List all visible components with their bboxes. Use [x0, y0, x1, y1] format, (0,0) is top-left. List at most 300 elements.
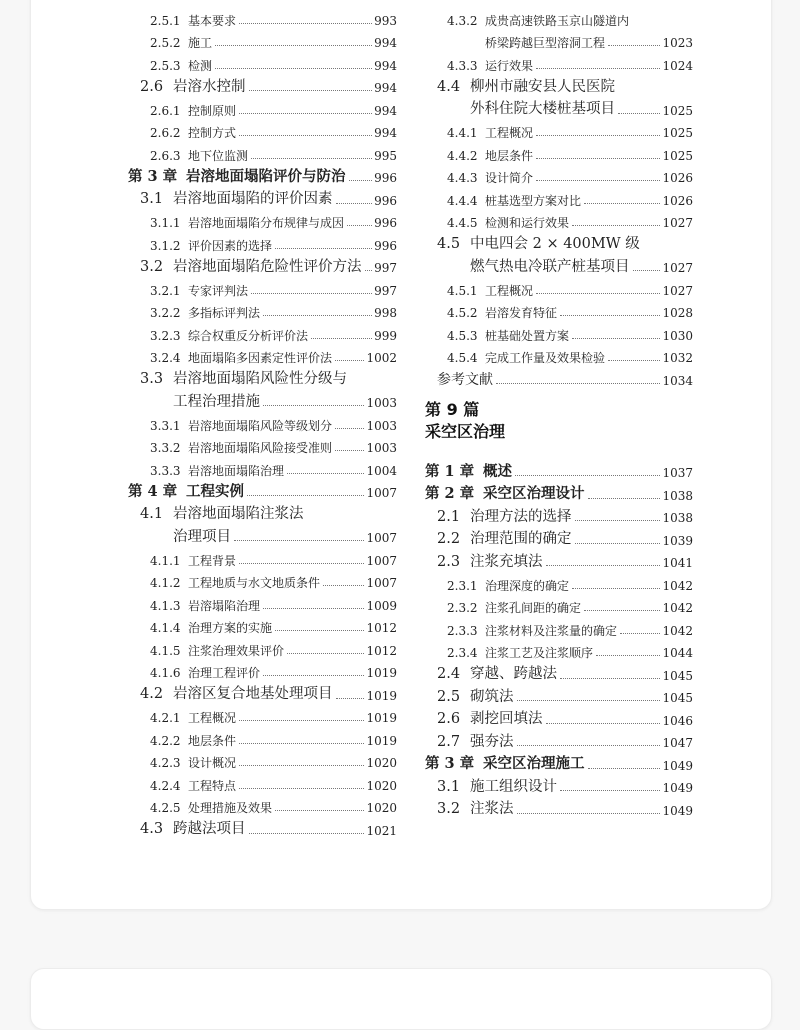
- toc-entry-page: 1003: [366, 418, 397, 433]
- toc-entry-number: 4.2.2: [150, 733, 181, 748]
- toc-entry-page: 1007: [366, 576, 397, 590]
- dot-leader: [572, 225, 660, 226]
- toc-entry-page: 1027: [662, 261, 693, 275]
- toc-entry-page: 1019: [366, 711, 397, 725]
- toc-entry[interactable]: [425, 207, 693, 230]
- dot-leader: [287, 653, 364, 654]
- dot-leader: [588, 768, 661, 769]
- toc-entry-page: 1009: [366, 598, 397, 613]
- toc-entry[interactable]: [425, 614, 693, 637]
- dot-leader: [215, 45, 372, 46]
- dot-leader: [263, 608, 364, 609]
- toc-entry-title: 岩溶地面塌陷注浆法: [173, 506, 304, 522]
- toc-left-column: [128, 4, 397, 837]
- dot-leader: [618, 113, 660, 114]
- toc-entry-page: 994: [374, 81, 397, 95]
- toc-entry-number: 3.1: [140, 191, 164, 207]
- toc-entry-title: 岩溶区复合地基处理项目: [173, 686, 333, 702]
- toc-entry[interactable]: [128, 409, 397, 432]
- toc-entry-title: 岩溶地面塌陷治理: [188, 463, 285, 478]
- toc-entry-page: 997: [374, 283, 397, 298]
- dot-leader: [251, 293, 372, 294]
- dot-leader: [575, 543, 661, 544]
- dot-leader: [287, 473, 364, 474]
- toc-entry-page: 1030: [662, 328, 693, 343]
- dot-leader: [247, 495, 364, 496]
- toc-entry-number: 4.1: [140, 506, 164, 522]
- dot-leader: [323, 585, 364, 586]
- dot-leader: [572, 588, 660, 589]
- toc-entry-page: 1049: [662, 803, 693, 818]
- toc-entry[interactable]: [425, 342, 693, 365]
- toc-entry-title: 桥梁跨越巨型溶洞工程: [485, 36, 606, 50]
- dot-leader: [608, 45, 660, 46]
- toc-entry[interactable]: [128, 27, 397, 50]
- toc-entry[interactable]: [128, 432, 397, 455]
- toc-entry-number: 4.4.5: [447, 216, 478, 230]
- toc-entry-number: 4.2.1: [150, 711, 181, 725]
- dot-leader: [620, 633, 660, 634]
- toc-entry-page: 996: [374, 238, 397, 253]
- toc-entry-page: 1019: [366, 666, 397, 680]
- dot-leader: [275, 630, 364, 631]
- dot-leader: [536, 293, 660, 294]
- toc-entry-title: 成贵高速铁路玉京山隧道内: [485, 13, 630, 28]
- toc-entry[interactable]: [128, 522, 397, 545]
- toc-entry[interactable]: [425, 682, 693, 705]
- toc-right-bottom: [425, 457, 693, 817]
- toc-entry[interactable]: [128, 117, 397, 140]
- toc-entry-number: 3.3: [140, 371, 164, 387]
- toc-entry[interactable]: [128, 94, 397, 117]
- toc-entry[interactable]: [128, 679, 397, 702]
- toc-entry-title: 剥挖回填法: [470, 711, 543, 727]
- toc-entry-number: 2.5.1: [150, 13, 181, 28]
- dot-leader: [633, 270, 661, 271]
- toc-entry-page: 1023: [662, 36, 693, 50]
- toc-entry-page: 1003: [366, 441, 397, 455]
- toc-entry[interactable]: [425, 659, 693, 682]
- toc-entry-title: 地层条件: [485, 148, 534, 163]
- toc-entry-title: 治理方案的实施: [188, 621, 273, 635]
- dot-leader: [608, 360, 660, 361]
- toc-entry[interactable]: [128, 342, 397, 365]
- toc-entry-page: 1002: [366, 351, 397, 365]
- dot-leader: [572, 338, 660, 339]
- toc-entry[interactable]: [425, 229, 693, 252]
- toc-entry[interactable]: [425, 49, 693, 72]
- toc-entry-page: 1007: [366, 486, 397, 500]
- toc-entry-title: 综合权重反分析评价法: [188, 328, 309, 343]
- toc-entry[interactable]: [425, 184, 693, 207]
- toc-entry-page: 1024: [662, 58, 693, 73]
- toc-entry-title: 燃气热电冷联产桩基项目: [470, 258, 630, 275]
- dot-leader: [335, 360, 364, 361]
- toc-entry-page: 999: [374, 328, 397, 343]
- dot-leader: [536, 68, 660, 69]
- toc-entry-page: 1020: [366, 801, 397, 815]
- toc-entry[interactable]: [128, 252, 397, 275]
- toc-entry-number: 2.3.1: [447, 578, 478, 593]
- toc-entry-number: 2.4: [437, 666, 461, 682]
- toc-entry-number: 3.2.2: [150, 306, 181, 320]
- toc-entry-title: 控制原则: [188, 103, 237, 118]
- dot-leader: [560, 790, 660, 791]
- toc-entry[interactable]: [425, 364, 693, 387]
- toc-entry-title: 采空区治理施工: [483, 755, 585, 772]
- toc-entry[interactable]: [425, 524, 693, 547]
- toc-entry-number: 4.4.2: [447, 148, 478, 163]
- toc-entry[interactable]: [128, 769, 397, 792]
- dot-leader: [560, 678, 660, 679]
- next-page-card: [30, 968, 772, 1030]
- toc-entry-page: 1046: [662, 713, 693, 728]
- toc-entry-number: 4.2.5: [150, 801, 181, 815]
- toc-entry[interactable]: [128, 702, 397, 725]
- toc-entry-page: 1047: [662, 736, 693, 750]
- toc-entry[interactable]: [128, 634, 397, 657]
- toc-entry[interactable]: [425, 569, 693, 592]
- toc-entry-number: 第 3 章: [425, 755, 475, 772]
- toc-entry-page: 1025: [662, 126, 693, 140]
- toc-entry-title: 检测: [188, 58, 213, 73]
- toc-entry-page: 1025: [662, 148, 693, 163]
- toc-entry-title: 桩基础处置方案: [485, 328, 570, 343]
- toc-entry-page: 1026: [662, 193, 693, 208]
- dot-leader: [517, 745, 661, 746]
- toc-entry-title: 岩溶地面塌陷风险性分级与: [173, 371, 347, 387]
- toc-entry[interactable]: [425, 274, 693, 297]
- dot-leader: [239, 563, 364, 564]
- toc-entry[interactable]: [128, 139, 397, 162]
- toc-entry-page: 996: [374, 216, 397, 230]
- toc-entry-title: 岩溶地面塌陷危险性评价方法: [173, 258, 362, 275]
- toc-entry[interactable]: [128, 657, 397, 680]
- dot-leader: [560, 315, 660, 316]
- toc-entry-title: 岩溶地面塌陷评价与防治: [186, 167, 346, 185]
- toc-entry-page: 1038: [662, 488, 693, 503]
- dot-leader: [517, 700, 661, 701]
- toc-entry-page: 1019: [366, 733, 397, 748]
- toc-entry-title: 工程概况: [188, 711, 237, 725]
- toc-entry[interactable]: [128, 567, 397, 590]
- toc-entry-page: 1039: [662, 533, 693, 548]
- toc-entry-title: 注浆充填法: [470, 553, 543, 570]
- dot-leader: [546, 723, 661, 724]
- toc-entry-title: 工程实例: [186, 482, 244, 500]
- toc-entry[interactable]: [425, 252, 693, 275]
- toc-entry-number: 2.3: [437, 553, 461, 570]
- dot-leader: [335, 450, 364, 451]
- toc-entry-number: 2.7: [437, 733, 461, 750]
- toc-entry-number: 第 4 章: [128, 482, 178, 500]
- toc-entry-number: 4.5.1: [447, 283, 478, 298]
- dot-leader: [588, 498, 661, 499]
- toc-entry-number: 2.3.4: [447, 646, 478, 660]
- toc-entry[interactable]: [425, 162, 693, 185]
- toc-entry-number: 3.2: [140, 258, 164, 275]
- toc-entry-number: 4.5: [437, 236, 461, 252]
- toc-entry[interactable]: [128, 184, 397, 207]
- toc-entry[interactable]: [425, 547, 693, 570]
- toc-entry-title: 基本要求: [188, 13, 237, 28]
- toc-entry[interactable]: [128, 499, 397, 522]
- toc-entry-title: 设计概况: [188, 756, 237, 770]
- toc-entry-title: 桩基选型方案对比: [485, 193, 582, 208]
- toc-entry-page: 1020: [366, 756, 397, 770]
- toc-entry[interactable]: [128, 387, 397, 410]
- toc-entry[interactable]: [128, 792, 397, 815]
- toc-entry-page: 1049: [662, 758, 693, 773]
- toc-entry-number: 2.3.3: [447, 623, 478, 638]
- toc-entry-number: 3.2.3: [150, 328, 181, 343]
- toc-entry-page: 1007: [366, 531, 397, 545]
- dot-leader: [517, 813, 661, 814]
- toc-entry[interactable]: [128, 589, 397, 612]
- dot-leader: [515, 475, 660, 476]
- toc-entry[interactable]: [128, 612, 397, 635]
- toc-entry-page: 1012: [366, 621, 397, 635]
- toc-entry-number: 4.3: [140, 821, 164, 837]
- toc-entry-page: 1049: [662, 781, 693, 795]
- toc-entry[interactable]: [425, 27, 693, 50]
- toc-entry-number: 4.1.5: [150, 643, 181, 658]
- toc-entry[interactable]: [128, 477, 397, 500]
- dot-leader: [239, 788, 364, 789]
- dot-leader: [275, 810, 364, 811]
- dot-leader: [347, 225, 372, 226]
- toc-entry-number: 4.5.2: [447, 306, 478, 320]
- toc-entry-number: 2.6: [437, 711, 461, 727]
- toc-entry-title: 工程背景: [188, 553, 237, 568]
- toc-entry[interactable]: [425, 117, 693, 140]
- toc-entry[interactable]: [128, 364, 397, 387]
- toc-entry-number: 2.2: [437, 531, 461, 547]
- toc-entry-title: 专家评判法: [188, 283, 249, 298]
- dot-leader: [239, 720, 364, 721]
- toc-entry-number: 2.3.2: [447, 601, 478, 615]
- toc-entry[interactable]: [128, 4, 397, 27]
- toc-entry[interactable]: [128, 229, 397, 252]
- toc-entry-number: 4.1.2: [150, 576, 181, 590]
- dot-leader: [584, 203, 660, 204]
- toc-entry[interactable]: [128, 297, 397, 320]
- toc-entry-page: 1042: [662, 623, 693, 638]
- toc-entry-page: 1027: [662, 216, 693, 230]
- toc-entry-page: 993: [374, 13, 397, 28]
- toc-entry[interactable]: [425, 4, 693, 27]
- toc-entry-title: 工程地质与水文地质条件: [188, 576, 321, 590]
- toc-entry-number: 2.6.2: [150, 126, 181, 140]
- toc-entry-number: 2.5: [437, 688, 461, 705]
- toc-entry-number: 4.4.4: [447, 193, 478, 208]
- toc-entry[interactable]: [425, 297, 693, 320]
- toc-entry-number: 3.3.1: [150, 418, 181, 433]
- toc-entry[interactable]: [128, 454, 397, 477]
- toc-entry-page: 1044: [662, 646, 693, 660]
- toc-entry-page: 1025: [662, 103, 693, 118]
- part-title: 采空区治理: [425, 421, 506, 441]
- toc-entry-title: 柳州市融安县人民医院: [470, 78, 615, 95]
- dot-leader: [249, 833, 365, 834]
- toc-entry-title: 工程治理措施: [173, 393, 260, 410]
- toc-entry-title: 穿越、跨越法: [470, 666, 557, 682]
- toc-entry-page: 1028: [662, 306, 693, 320]
- dot-leader: [596, 655, 660, 656]
- toc-entry[interactable]: [128, 544, 397, 567]
- toc-entry-number: 4.4.1: [447, 126, 478, 140]
- toc-entry-title: 岩溶水控制: [173, 78, 246, 95]
- toc-entry-number: 4.3.2: [447, 13, 478, 28]
- toc-entry-page: 1012: [366, 643, 397, 658]
- toc-entry-title: 岩溶地面塌陷风险接受准则: [188, 441, 333, 455]
- dot-leader: [263, 675, 364, 676]
- toc-entry-page: 994: [374, 126, 397, 140]
- dot-leader: [263, 405, 364, 406]
- dot-leader: [536, 135, 660, 136]
- toc-entry-page: 1045: [662, 691, 693, 705]
- toc-entry-number: 3.3.2: [150, 441, 181, 455]
- toc-entry-number: 4.5.4: [447, 351, 478, 365]
- toc-entry[interactable]: [425, 72, 693, 95]
- toc-entry-number: 第 2 章: [425, 485, 475, 502]
- toc-entry-page: 996: [374, 171, 397, 185]
- toc-entry-number: 4.2: [140, 686, 164, 702]
- toc-entry-title: 施工: [188, 36, 213, 50]
- toc-entry-page: 996: [374, 193, 397, 208]
- toc-entry[interactable]: [425, 457, 693, 480]
- toc-entry-page: 1003: [366, 396, 397, 410]
- toc-entry[interactable]: [425, 94, 693, 117]
- dot-leader: [575, 520, 661, 521]
- toc-entry[interactable]: [425, 637, 693, 660]
- toc-entry-title: 完成工作量及效果检验: [485, 351, 606, 365]
- toc-entry-title: 设计简介: [485, 171, 534, 185]
- toc-entry-title: 岩溶地面塌陷风险等级划分: [188, 418, 333, 433]
- toc-entry[interactable]: [128, 724, 397, 747]
- dot-leader: [311, 338, 372, 339]
- toc-entry-page: 994: [374, 36, 397, 50]
- toc-entry-number: 4.1.3: [150, 598, 181, 613]
- toc-entry-title: 注浆治理效果评价: [188, 643, 285, 658]
- dot-leader: [239, 135, 372, 136]
- toc-entry[interactable]: [425, 772, 693, 795]
- toc-entry-title: 概述: [483, 462, 512, 480]
- toc-entry-number: 4.2.4: [150, 778, 181, 793]
- toc-entry-title: 岩溶地面塌陷的评价因素: [173, 191, 333, 207]
- toc-entry[interactable]: [425, 479, 693, 502]
- toc-entry-number: 3.3.3: [150, 463, 181, 478]
- toc-entry[interactable]: [128, 747, 397, 770]
- toc-entry-number: 2.6.1: [150, 103, 181, 118]
- toc-entry[interactable]: [425, 592, 693, 615]
- toc-entry-page: 994: [374, 103, 397, 118]
- dot-leader: [584, 610, 660, 611]
- toc-entry-page: 1026: [662, 171, 693, 185]
- toc-entry-number: 第 1 章: [425, 462, 475, 480]
- toc-right-top: [425, 4, 693, 387]
- toc-entry-title: 工程概况: [485, 283, 534, 298]
- toc-entry-number: 4.4: [437, 78, 461, 95]
- toc-entry-number: 4.2.3: [150, 756, 181, 770]
- dot-leader: [536, 158, 660, 159]
- toc-entry-number: 4.1.6: [150, 666, 181, 680]
- toc-entry[interactable]: [425, 704, 693, 727]
- toc-entry-page: 1038: [662, 511, 693, 525]
- toc-entry-number: 2.1: [437, 508, 461, 525]
- toc-entry-page: 1032: [662, 351, 693, 365]
- toc-entry[interactable]: [425, 749, 693, 772]
- toc-entry-page: 1021: [366, 823, 397, 838]
- toc-entry-page: 1027: [662, 283, 693, 298]
- toc-entry[interactable]: [425, 319, 693, 342]
- dot-leader: [275, 248, 372, 249]
- toc-entry[interactable]: [128, 162, 397, 185]
- toc-entry-title: 注浆工艺及注浆顺序: [485, 646, 594, 660]
- dot-leader: [336, 203, 373, 204]
- toc-entry[interactable]: [425, 139, 693, 162]
- toc-entry-title: 评价因素的选择: [188, 238, 273, 253]
- dot-leader: [336, 698, 365, 699]
- toc-entry-number: 3.2.4: [150, 351, 181, 365]
- toc-entry[interactable]: [425, 727, 693, 750]
- toc-entry[interactable]: [128, 207, 397, 230]
- toc-entry-number: 3.1: [437, 778, 461, 795]
- toc-entry-number: 4.4.3: [447, 171, 478, 185]
- toc-entry-title: 工程概况: [485, 126, 534, 140]
- toc-entry[interactable]: [128, 72, 397, 95]
- toc-entry-number: 3.1.1: [150, 216, 181, 230]
- toc-entry[interactable]: [128, 274, 397, 297]
- toc-entry-page: 1042: [662, 578, 693, 593]
- toc-right-column: [425, 4, 693, 817]
- toc-entry-title: 中电四会 2 × 400MW 级: [470, 236, 640, 252]
- dot-leader: [251, 158, 372, 159]
- toc-entry-page: 1007: [366, 553, 397, 568]
- toc-entry[interactable]: [425, 502, 693, 525]
- dot-leader: [239, 113, 372, 114]
- toc-entry-title: 地下位监测: [188, 148, 249, 163]
- dot-leader: [234, 540, 364, 541]
- toc-entry-number: 4.1.1: [150, 553, 181, 568]
- toc-entry-number: 2.6: [140, 78, 164, 95]
- toc-entry-number: 2.5.2: [150, 36, 181, 50]
- dot-leader: [365, 270, 373, 271]
- toc-entry-page: 1045: [662, 668, 693, 683]
- part-label: 第 9 篇: [425, 399, 480, 419]
- toc-entry-title: 跨越法项目: [173, 821, 246, 837]
- toc-entry-page: 1041: [662, 556, 693, 570]
- toc-entry-number: 4.1.4: [150, 621, 181, 635]
- toc-entry[interactable]: [425, 794, 693, 817]
- toc-entry-title: 治理深度的确定: [485, 578, 570, 593]
- toc-entry[interactable]: [128, 814, 397, 837]
- toc-entry-title: 处理措施及效果: [188, 801, 273, 815]
- toc-entry-page: 1020: [366, 778, 397, 793]
- dot-leader: [349, 180, 373, 181]
- toc-entry-page: 1034: [662, 373, 693, 388]
- toc-entry-title: 外科住院大楼桩基项目: [470, 101, 615, 117]
- toc-entry[interactable]: [128, 49, 397, 72]
- toc-entry-title: 治理工程评价: [188, 666, 261, 680]
- dot-leader: [536, 180, 660, 181]
- toc-entry-page: 1004: [366, 463, 397, 478]
- dot-leader: [335, 428, 364, 429]
- part-heading: [425, 399, 693, 443]
- toc-entry-page: 994: [374, 58, 397, 73]
- toc-entry[interactable]: [128, 319, 397, 342]
- toc-entry-title: 岩溶塌陷治理: [188, 598, 261, 613]
